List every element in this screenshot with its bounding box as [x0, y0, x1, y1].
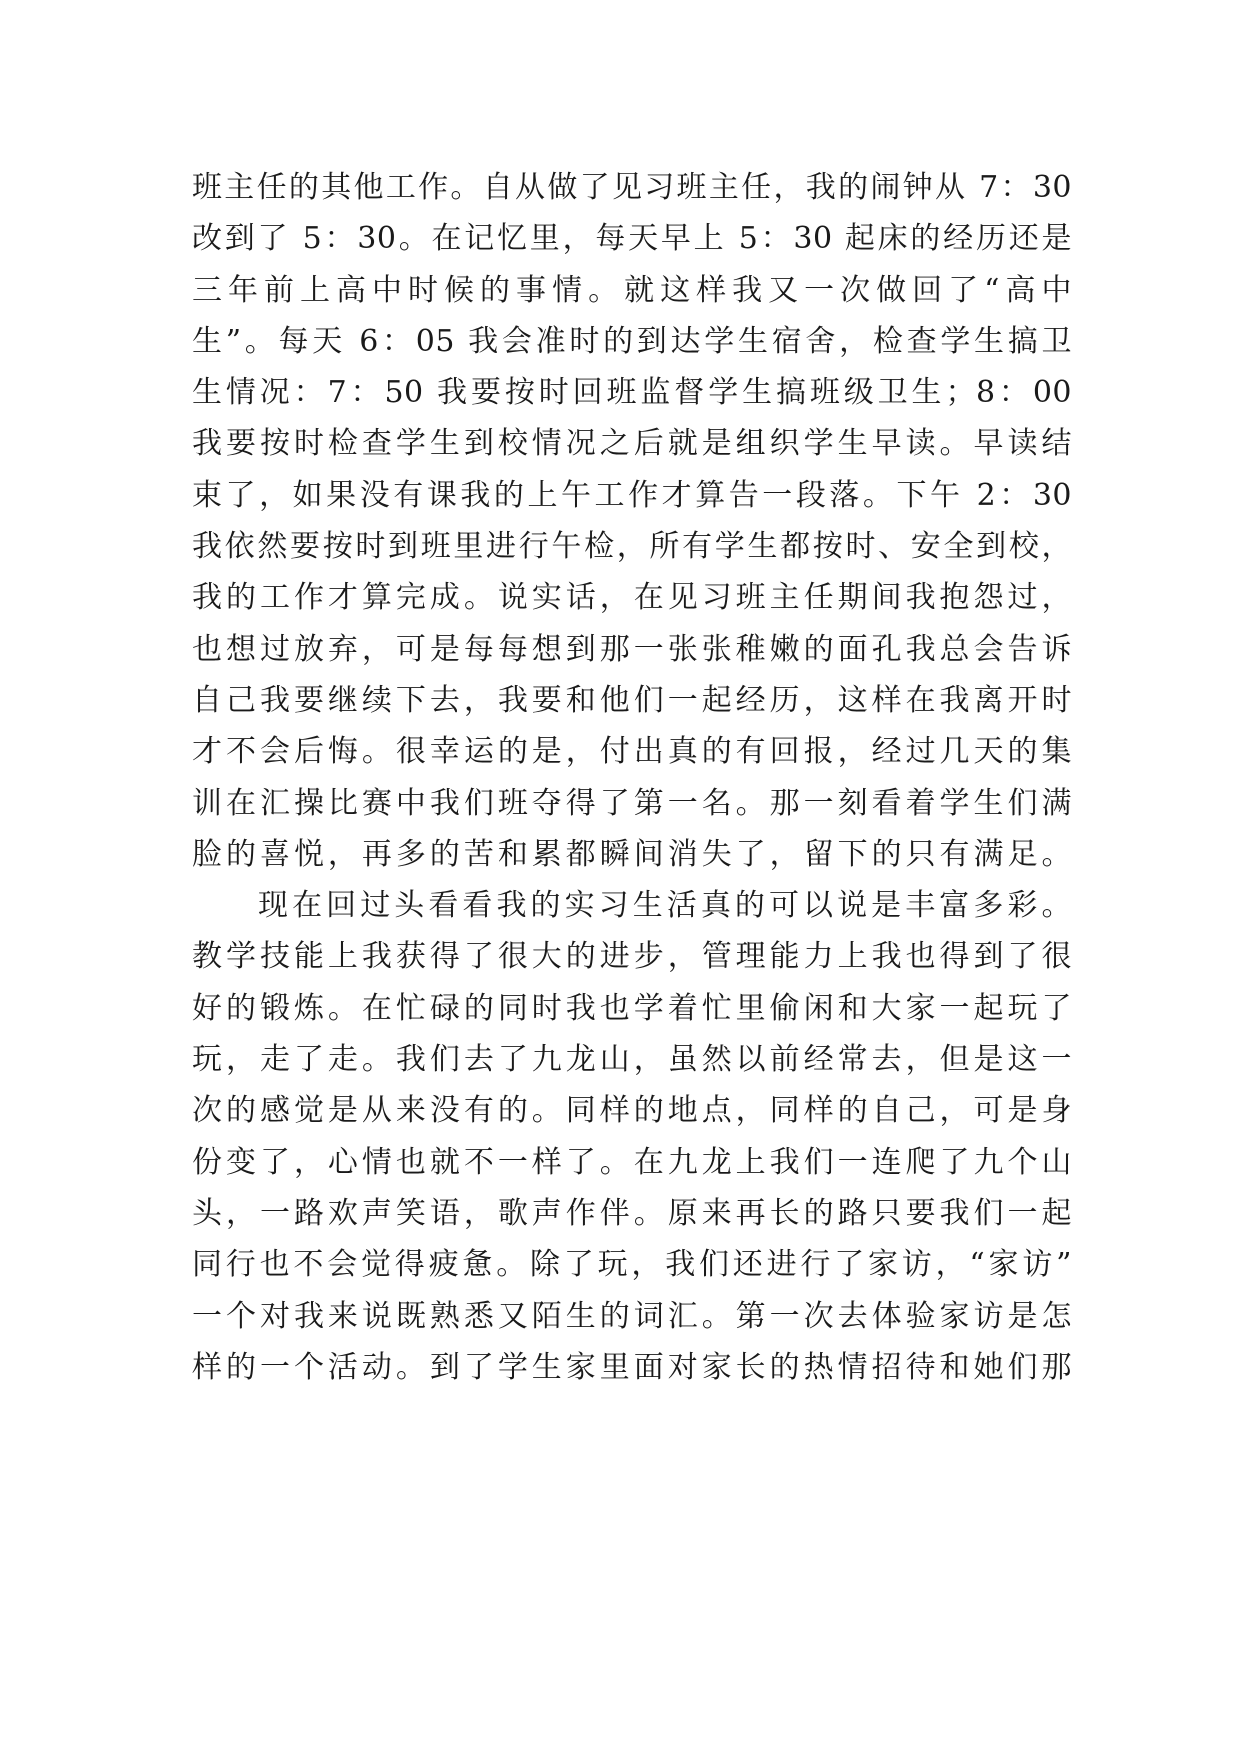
text-line: 束了，如果没有课我的上午工作才算告一段落。下午 2：30 [192, 477, 1072, 513]
paragraph-1 [192, 162, 1072, 880]
text-line: 生情况：7：50 我要按时回班监督学生搞班级卫生；8：00 [192, 375, 1072, 411]
text-line: 才不会后悔。很幸运的是，付出真的有回报，经过几天的集 [192, 734, 1072, 770]
text-line: 脸的喜悦，再多的苦和累都瞬间消失了，留下的只有满足。 [192, 836, 1072, 872]
text-line: 同行也不会觉得疲惫。除了玩，我们还进行了家访，“家访” [192, 1247, 1072, 1283]
text-line: 现在回过头看看我的实习生活真的可以说是丰富多彩。 [258, 888, 1072, 924]
text-line: 我依然要按时到班里进行午检，所有学生都按时、安全到校， [192, 529, 1072, 565]
text-line: 自己我要继续下去，我要和他们一起经历，这样在我离开时 [192, 682, 1072, 718]
text-line: 玩，走了走。我们去了九龙山，虽然以前经常去，但是这一 [192, 1042, 1072, 1078]
text-line: 一个对我来说既熟悉又陌生的词汇。第一次去体验家访是怎 [192, 1298, 1072, 1334]
text-line: 次的感觉是从来没有的。同样的地点，同样的自己，可是身 [192, 1093, 1072, 1129]
text-line: 份变了，心情也就不一样了。在九龙上我们一连爬了九个山 [192, 1144, 1072, 1180]
text-line: 好的锻炼。在忙碌的同时我也学着忙里偷闲和大家一起玩了 [192, 990, 1072, 1026]
text-line: 三年前上高中时候的事情。就这样我又一次做回了“高中 [192, 272, 1072, 308]
text-line: 样的一个活动。到了学生家里面对家长的热情招待和她们那 [192, 1349, 1072, 1385]
text-line: 生”。每天 6：05 我会准时的到达学生宿舍，检查学生搞卫 [192, 323, 1072, 359]
body-text [192, 162, 1072, 1393]
paragraph-2 [192, 880, 1072, 1393]
text-line: 班主任的其他工作。自从做了见习班主任，我的闹钟从 7：30 [192, 170, 1072, 205]
text-line: 训在汇操比赛中我们班夺得了第一名。那一刻看着学生们满 [192, 785, 1072, 821]
text-line: 我的工作才算完成。说实话，在见习班主任期间我抱怨过， [192, 580, 1072, 616]
text-line: 我要按时检查学生到校情况之后就是组织学生早读。早读结 [192, 426, 1072, 462]
text-line: 改到了 5：30。在记忆里，每天早上 5：30 起床的经历还是 [192, 221, 1072, 257]
text-line: 教学技能上我获得了很大的进步，管理能力上我也得到了很 [192, 939, 1072, 975]
text-line: 也想过放弃，可是每每想到那一张张稚嫩的面孔我总会告诉 [192, 631, 1072, 667]
text-line: 头，一路欢声笑语，歌声作伴。原来再长的路只要我们一起 [192, 1195, 1072, 1231]
